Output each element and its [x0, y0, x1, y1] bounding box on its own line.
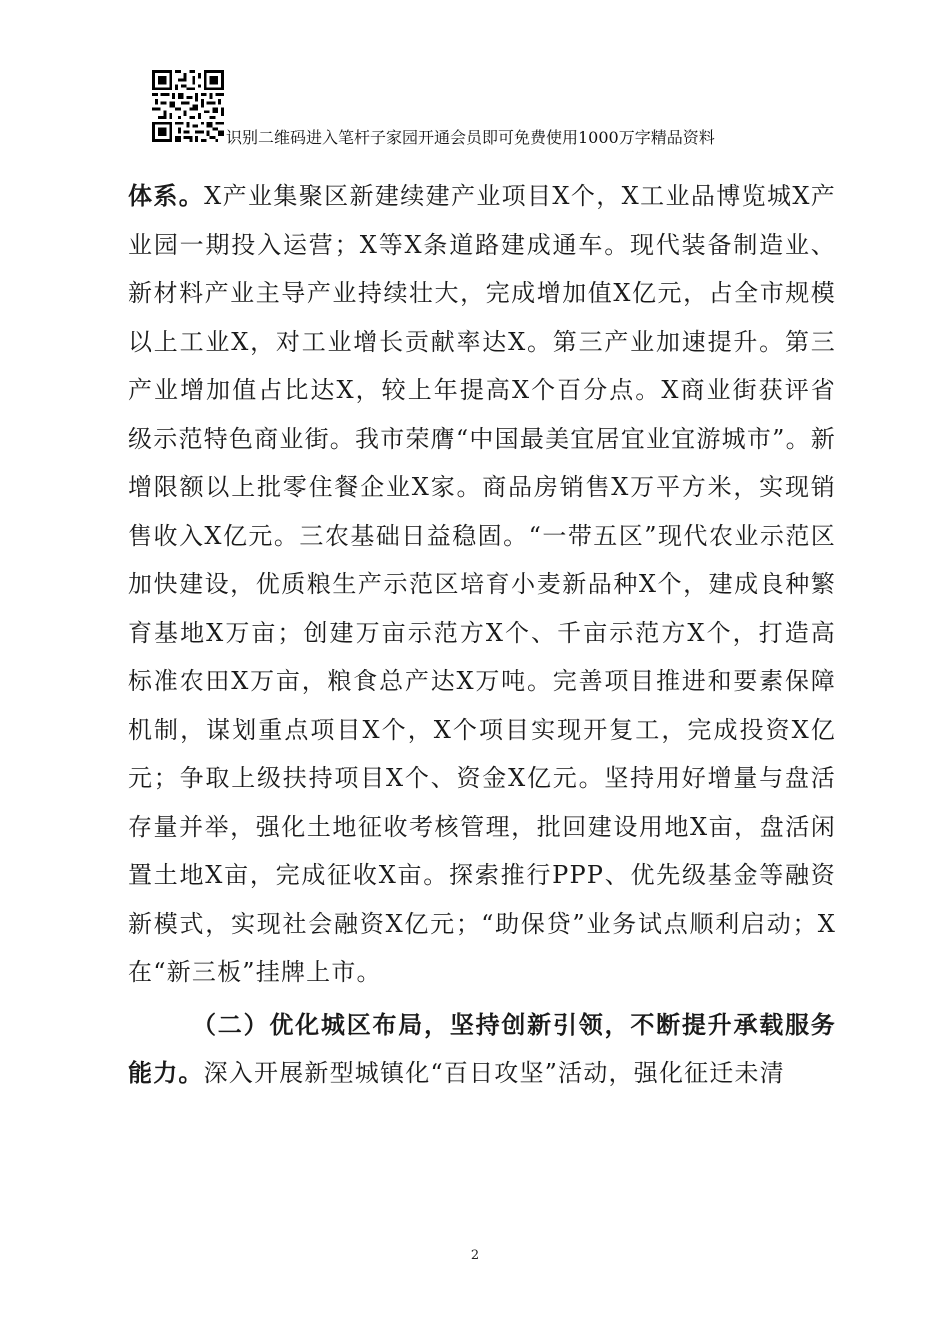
header-promo-text: 识别二维码进入笔杆子家园开通会员即可免费使用1000万字精品资料 [226, 128, 715, 147]
paragraph-2-heading: （二）优化城区布局，坚持创新引领，不断提升承载服务能力。 [128, 1009, 836, 1087]
qr-code-icon [152, 70, 224, 142]
page-number: 2 [470, 1248, 480, 1263]
paragraph-2-text: 深入开展新型城镇化“百日攻坚”活动，强化征迁未清 [203, 1059, 785, 1087]
document-body [128, 172, 836, 1098]
paragraph-1-text: X产业集聚区新建续建产业项目X个，X工业品博览城X产业园一期投入运营；X等X条道路建成通车。现代装备制造业、新材料产业主导产业持续壮大，完成增加值X亿元，占全市规模以上工业X，对工业增长贡献率达X。第三产业加速提升。第三产业增加值占比达X，较上年提高X个百分点。X商业街获评省级示范特色商业街。我市荣膺“中国最美宜居宜业宜游城市”。新增限额以上批零住餐企业X家。商品房销售X万平方米，实现销售收入X亿元。三农基础日益稳固。“一带五区”现代农业示范区加快建设，优质粮生产示范区培育小麦新品种X个，建成良种繁育基地X万亩；创建万亩示范方X个、千亩示范方X个，打造高标准农田X万亩，粮食总产达X万吨。完善项目推进和要素保障机制，谋划重点项目X个，X个项目实现开复工，完成投资X亿元；争取上级扶持项目X个、资金X亿元。坚持用好增量与盘活存量并举，强化土地征收考核管理，批回建设用地X亩，盘活闲置土地X亩，完成征收X亩。探索推行PPP、优先级基金等融资新模式，实现社会融资X亿元；“助保贷”业务试点顺利启动；X在“新三板”挂牌上市。 [128, 182, 836, 986]
paragraph-1 [128, 172, 836, 997]
paragraph-1-lead: 体系。 [128, 181, 205, 210]
paragraph-2 [128, 1001, 836, 1098]
